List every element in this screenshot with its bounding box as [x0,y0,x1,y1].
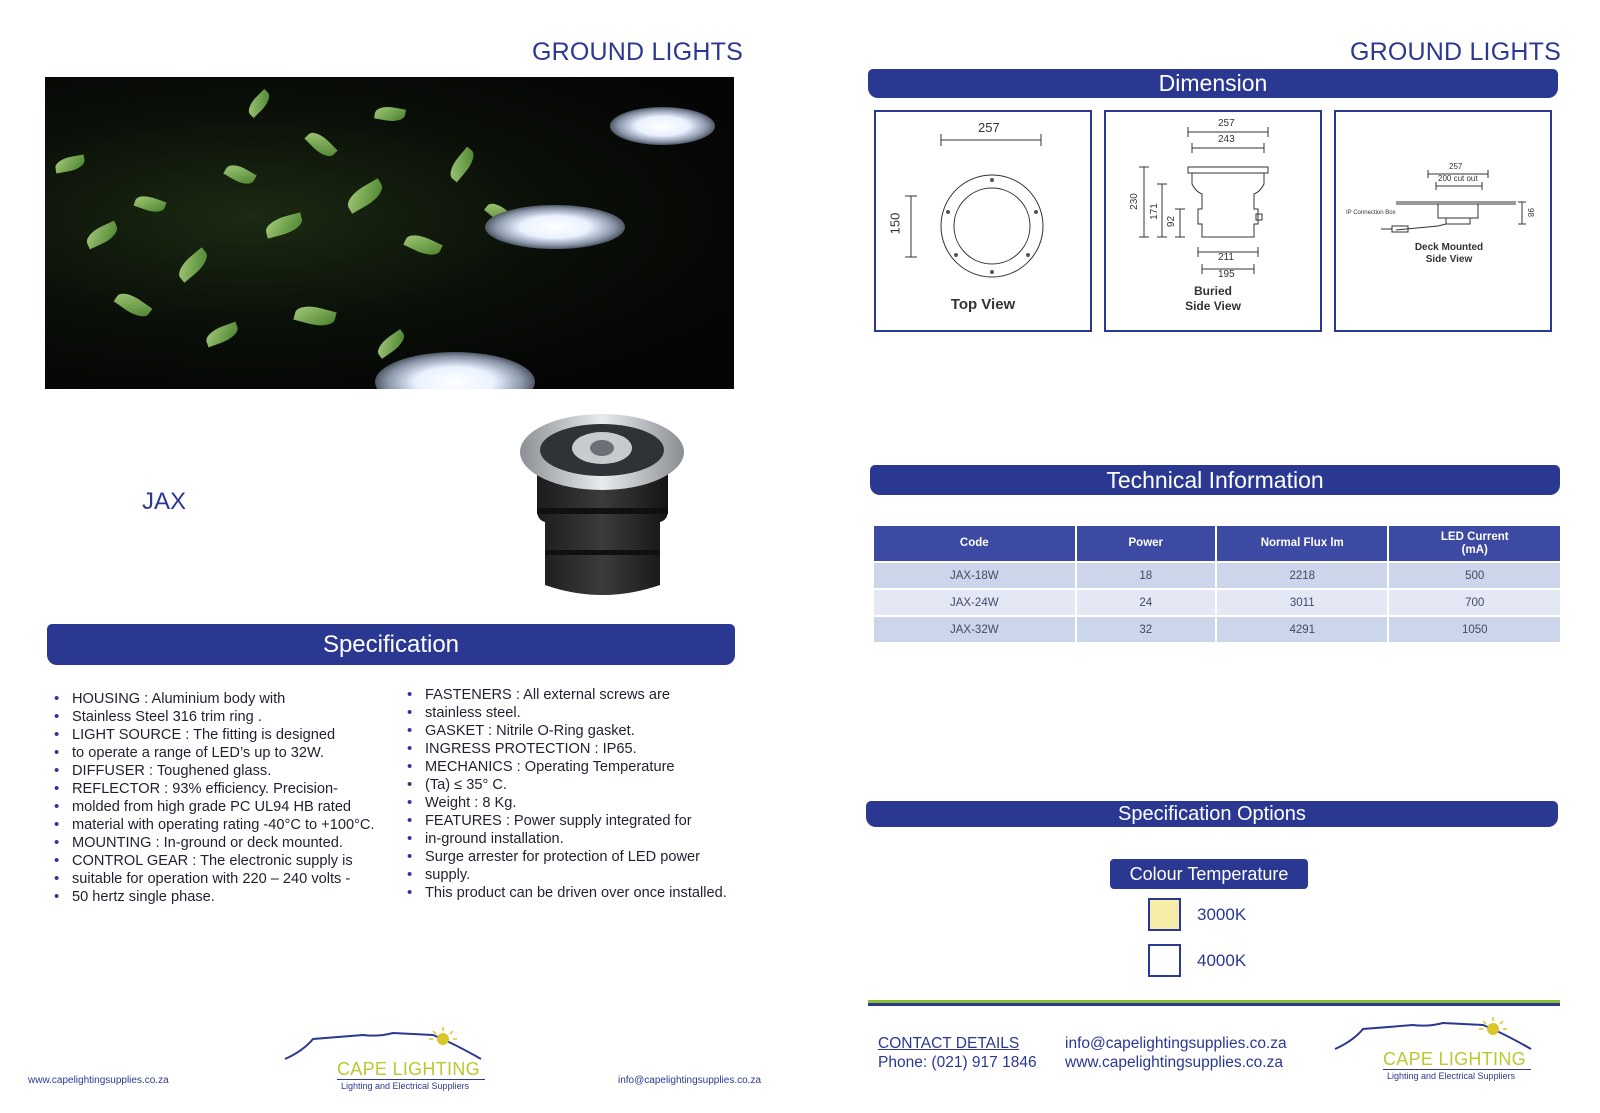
buried-243: 243 [1218,134,1235,145]
specification-options-banner: Specification Options [866,801,1558,827]
buried-211: 211 [1218,252,1234,263]
spec-line: • (Ta) ≤ 35° C. [403,776,743,794]
spec-line: • to operate a range of LED’s up to 32W. [50,744,420,762]
cell-current: 1050 [1389,617,1560,642]
col-header-flux: Normal Flux lm [1217,526,1388,561]
spec-item: • HOUSING : Aluminium body with [50,690,420,708]
spec-line: • molded from high grade PC UL94 HB rated [50,798,420,816]
cell-current: 500 [1389,563,1560,588]
contact-email-link[interactable]: info@capelightingsupplies.co.za [1065,1035,1287,1052]
cell-code: JAX-32W [874,617,1075,642]
table-header-row [874,526,1560,561]
col-header-power: Power [1077,526,1215,561]
contact-web-link[interactable]: www.capelightingsupplies.co.za [1065,1054,1283,1071]
swatch-4000k[interactable] [1148,944,1181,977]
dimension-buried-view [1104,110,1322,332]
colour-temperature-label: Colour Temperature [1110,859,1308,889]
cell-power: 24 [1077,590,1215,615]
right-page-header: GROUND LIGHTS [1350,38,1561,66]
logo-tagline: Lighting and Electrical Suppliers [1387,1071,1516,1081]
product-name: JAX [142,488,187,515]
deck-98: 98 [1525,208,1535,217]
product-image [515,410,690,600]
spec-line: • Surge arrester for protection of LED power [403,848,743,866]
spec-line: • 50 hertz single phase. [50,888,420,906]
spec-item: • LIGHT SOURCE : The fitting is designed [50,726,420,744]
logo-rule [1383,1069,1531,1070]
spec-item: • DIFFUSER : Toughened glass. [50,762,420,780]
footer-website-link[interactable]: www.capelightingsupplies.co.za [28,1075,169,1086]
contact-phone[interactable]: Phone: (021) 917 1846 [878,1054,1037,1071]
swatch-3000k[interactable] [1148,898,1181,931]
current-header-line2: (mA) [1461,543,1488,556]
buried-195: 195 [1218,269,1235,280]
col-header-code: Code [874,526,1075,561]
dimension-top-view [874,110,1092,332]
spec-line: • stainless steel. [403,704,743,722]
spec-line: • in-ground installation. [403,830,743,848]
spec-line: • Stainless Steel 316 trim ring . [50,708,420,726]
technical-information-banner: Technical Information [870,465,1560,495]
spec-list-left [50,690,420,906]
spec-item: • CONTROL GEAR : The electronic supply is [50,852,420,870]
lamp-glow [375,352,535,389]
col-header-current [1389,526,1560,561]
top-view-label: Top View [950,296,1016,313]
spec-item: • GASKET : Nitrile O-Ring gasket. [403,722,743,740]
spec-item: • INGRESS PROTECTION : IP65. [403,740,743,758]
logo-name: CAPE LIGHTING [1383,1049,1526,1069]
cell-power: 32 [1077,617,1215,642]
spec-list-right [403,686,743,902]
buried-view-label: Buried [1193,284,1232,298]
left-page-header: GROUND LIGHTS [532,38,743,66]
dimension-banner: Dimension [868,69,1558,98]
hero-photo [45,77,734,389]
cell-flux: 2218 [1217,563,1388,588]
spec-item: • REFLECTOR : 93% efficiency. Precision- [50,780,420,798]
cell-flux: 3011 [1217,590,1388,615]
top-view-257: 257 [978,120,1000,135]
contact-title: CONTACT DETAILS [878,1035,1020,1052]
cell-current: 700 [1389,590,1560,615]
table-row [874,590,1560,615]
spec-item: • FEATURES : Power supply integrated for [403,812,743,830]
spec-line: • suitable for operation with 220 – 240 volts - [50,870,420,888]
spec-item: • FASTENERS : All external screws are [403,686,743,704]
buried-257: 257 [1218,118,1235,129]
spec-item: • MECHANICS : Operating Temperature [403,758,743,776]
lamp-glow [610,107,715,145]
deck-257: 257 [1449,162,1463,171]
company-logo-right [1333,1015,1543,1087]
buried-view-label: Side View [1185,299,1241,313]
specification-banner: Specification [47,624,735,665]
top-view-150: 150 [887,212,903,235]
cell-flux: 4291 [1217,617,1388,642]
table-row [874,617,1560,642]
deck-cutout: 200 cut out [1438,174,1478,183]
company-logo [283,1025,493,1097]
logo-rule [337,1079,485,1080]
technical-table [872,524,1562,644]
dimension-deck-view [1334,110,1552,332]
spec-item: • MOUNTING : In-ground or deck mounted. [50,834,420,852]
spec-line: • material with operating rating -40°C to +100°C. [50,816,420,834]
cell-power: 18 [1077,563,1215,588]
current-header-line1: LED Current [1440,530,1509,543]
deck-view-label: Side View [1425,254,1473,265]
footer-divider-blue [868,1003,1560,1006]
spec-line: • This product can be driven over once installed. [403,884,743,902]
cell-code: JAX-18W [874,563,1075,588]
deck-connection-box: IP Connection Box [1346,210,1396,216]
lamp-glow [485,205,625,249]
footer-email-link[interactable]: info@capelightingsupplies.co.za [618,1075,762,1086]
deck-view-drawing [1336,112,1550,330]
swatch-3000k-label: 3000K [1197,905,1247,924]
logo-name: CAPE LIGHTING [337,1059,480,1079]
table-row [874,563,1560,588]
cell-code: JAX-24W [874,590,1075,615]
logo-tagline: Lighting and Electrical Suppliers [341,1081,470,1091]
buried-92: 92 [1166,215,1178,228]
spec-item: • Weight : 8 Kg. [403,794,743,812]
buried-230: 230 [1128,193,1140,210]
deck-view-label: Deck Mounted [1414,242,1484,253]
swatch-4000k-label: 4000K [1197,951,1247,970]
spec-line: • supply. [403,866,743,884]
buried-171: 171 [1148,203,1160,220]
